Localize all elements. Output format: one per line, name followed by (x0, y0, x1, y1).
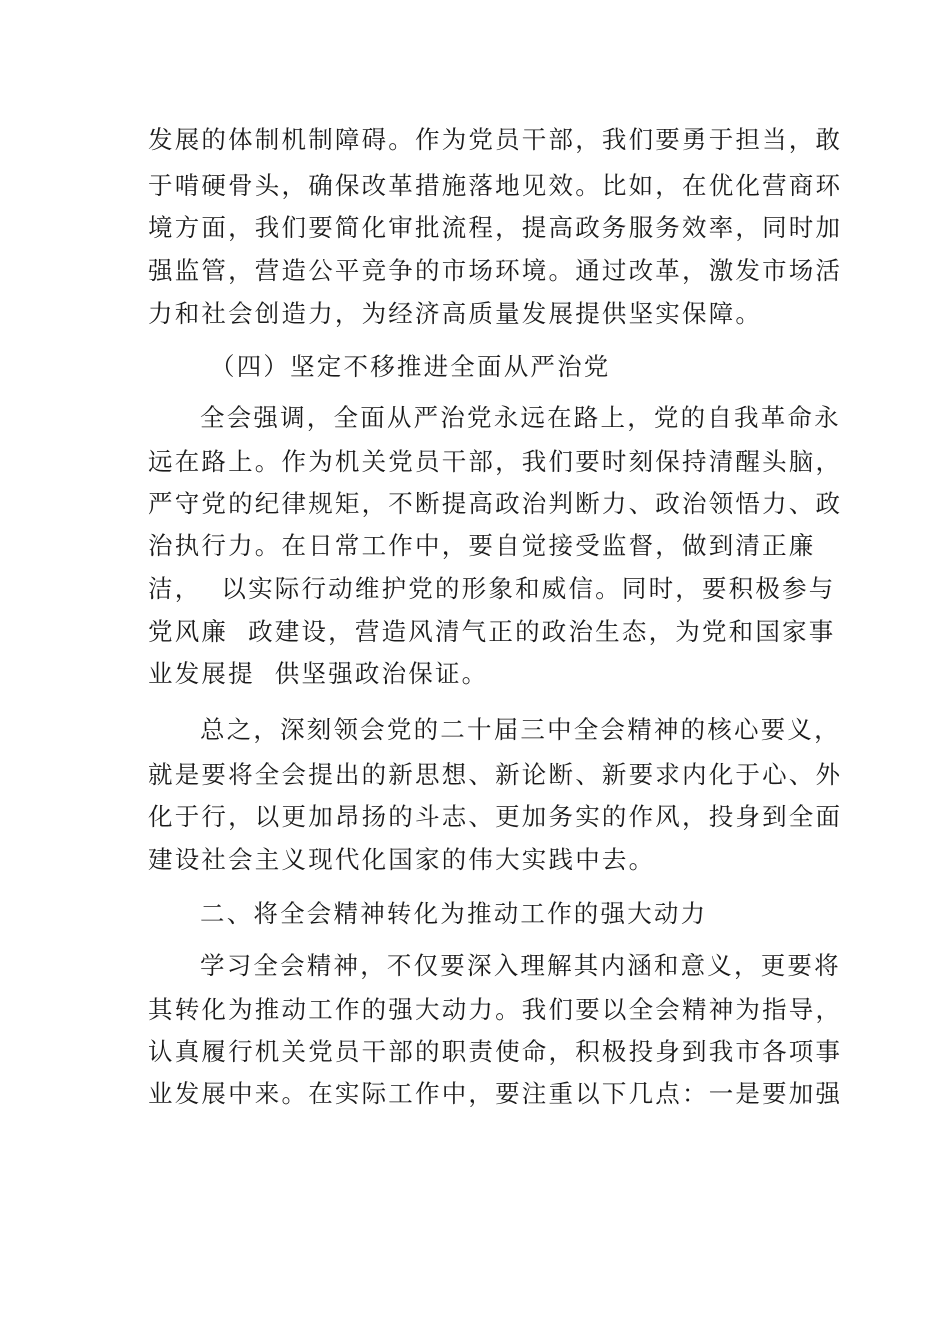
section-heading: （四）坚定不移推进全面从严治党 (210, 352, 611, 381)
section-heading: 二、将全会精神转化为推动工作的强大动力 (200, 899, 708, 928)
paragraph-line: 认真履行机关党员干部的职责使命，积极投身到我市各项事 (148, 1037, 843, 1066)
paragraph-line: 业发展中来。在实际工作中，要注重以下几点：一是要加强 (148, 1079, 843, 1108)
paragraph-line: 远在路上。作为机关党员干部，我们要时刻保持清醒头脑， (148, 447, 843, 476)
paragraph-line: 发展的体制机制障碍。作为党员干部，我们要勇于担当，敢 (148, 125, 843, 154)
paragraph-line: 党风廉 政建设，营造风清气正的政治生态，为党和国家事 (148, 617, 836, 646)
paragraph-line: 严守党的纪律规矩，不断提高政治判断力、政治领悟力、政 (148, 489, 843, 518)
paragraph-line: 力和社会创造力，为经济高质量发展提供坚实保障。 (148, 299, 763, 328)
paragraph-line: 建设社会主义现代化国家的伟大实践中去。 (148, 845, 656, 874)
paragraph-line: 治执行力。在日常工作中，要自觉接受监督，做到清正廉 (148, 531, 816, 560)
paragraph-line: 强监管，营造公平竞争的市场环境。通过改革，激发市场活 (148, 256, 843, 285)
paragraph-line: 就是要将全会提出的新思想、新论断、新要求内化于心、外 (148, 760, 843, 789)
paragraph-line: 业发展提 供坚强政治保证。 (148, 659, 489, 688)
paragraph-line: 洁， 以实际行动维护党的形象和威信。同时，要积极参与 (148, 574, 836, 603)
paragraph-line: 境方面，我们要简化审批流程，提高政务服务效率，同时加 (148, 213, 843, 242)
paragraph-line: 其转化为推动工作的强大动力。我们要以全会精神为指导， (148, 995, 843, 1024)
paragraph-line: 全会强调，全面从严治党永远在路上，党的自我革命永 (200, 403, 841, 432)
paragraph-line: 于啃硬骨头，确保改革措施落地见效。比如，在优化营商环 (148, 171, 843, 200)
paragraph-line: 总之，深刻领会党的二十届三中全会精神的核心要义， (200, 715, 841, 744)
paragraph-line: 学习全会精神，不仅要深入理解其内涵和意义，更要将 (200, 951, 841, 980)
paragraph-line: 化于行，以更加昂扬的斗志、更加务实的作风，投身到全面 (148, 802, 843, 831)
